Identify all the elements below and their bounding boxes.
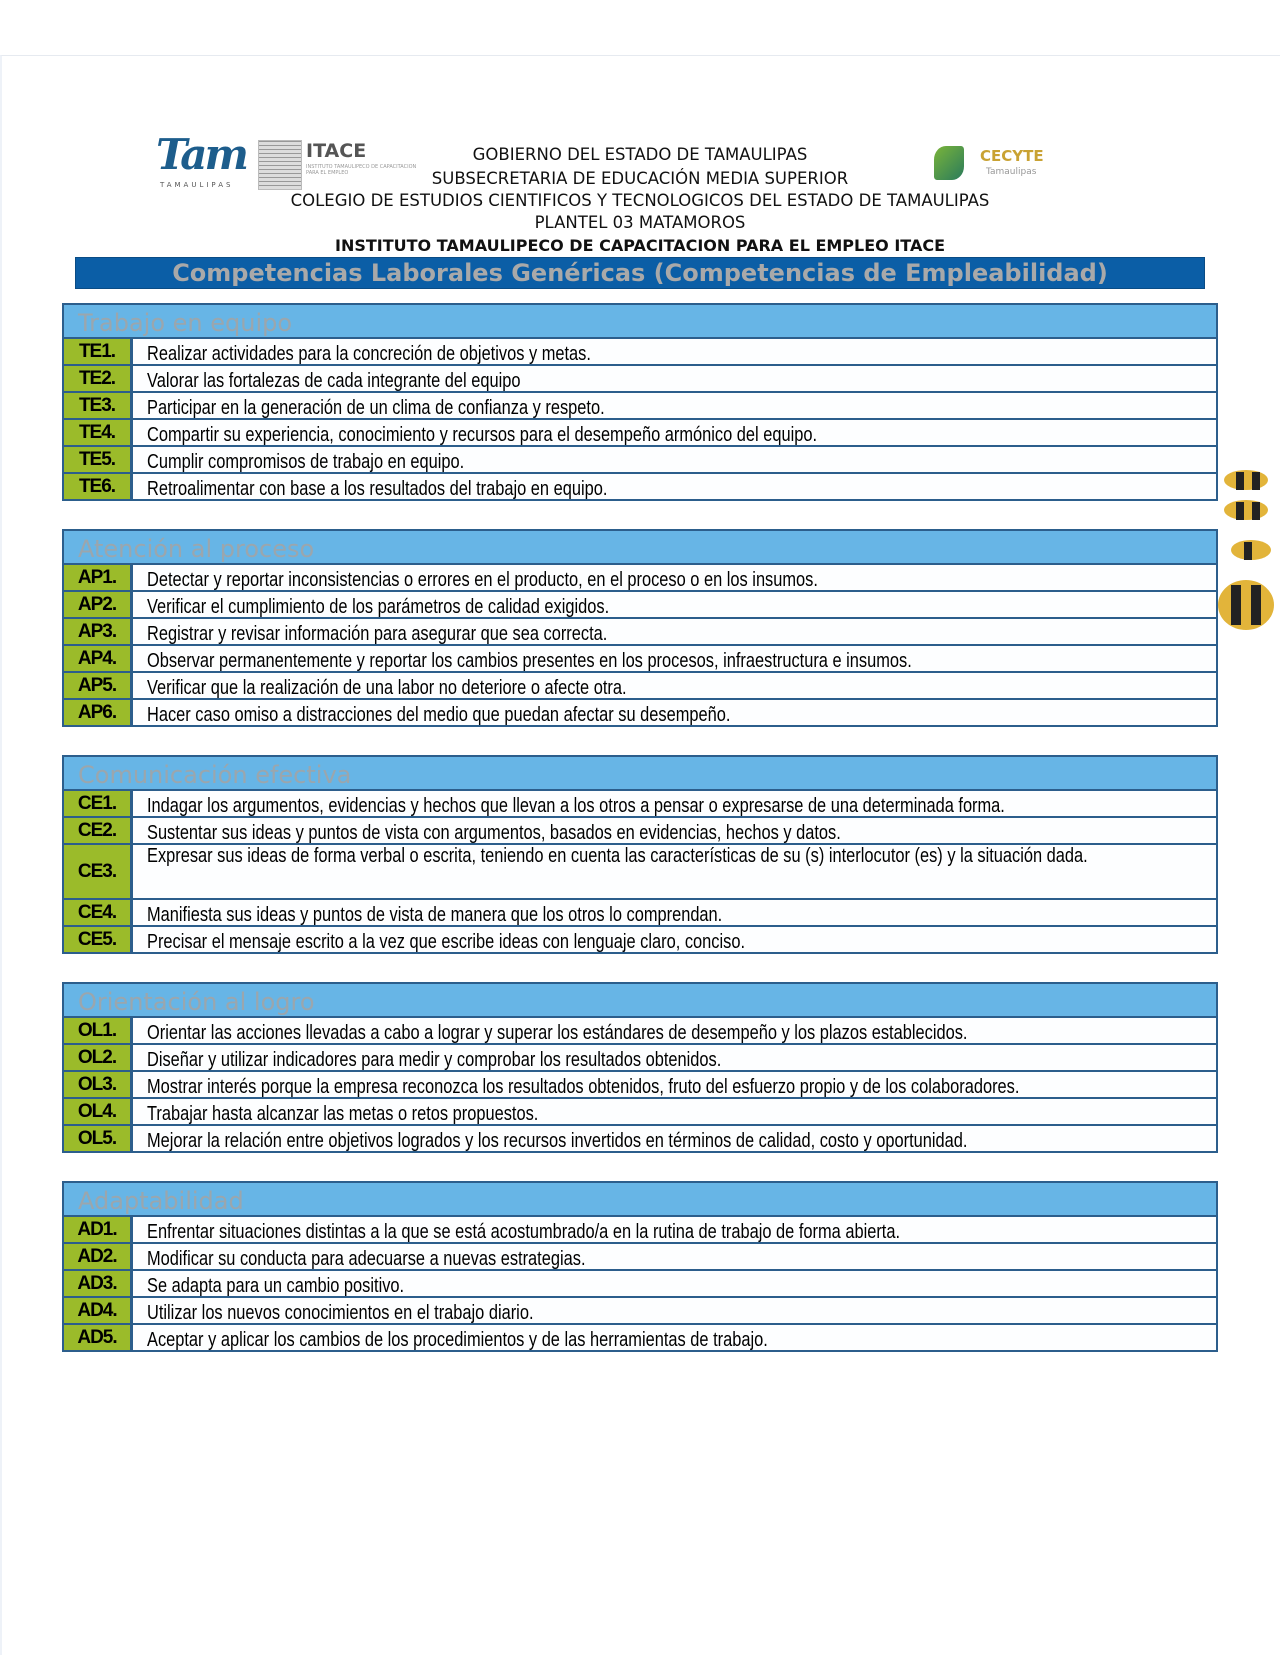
competency-code: AP6. (64, 700, 133, 725)
competency-description-cell (133, 818, 1216, 843)
table-row (64, 1244, 1216, 1271)
table-row (64, 791, 1216, 818)
section-title: Trabajo en equipo (64, 305, 1216, 339)
document-title: Competencias Laborales Genéricas (Competencias de Empleabilidad) (75, 257, 1205, 289)
competency-table (62, 982, 1218, 1153)
competency-description: Utilizar los nuevos conocimientos en el trabajo diario. (147, 1302, 534, 1323)
competency-description: Indagar los argumentos, evidencias y hechos que llevan a los otros a pensar o expresarse de una determinada forma. (147, 795, 1005, 816)
competency-description: Realizar actividades para la concreción de objetivos y metas. (147, 343, 591, 364)
table-row (64, 339, 1216, 366)
competency-description: Manifiesta sus ideas y puntos de vista de manera que los otros lo comprendan. (147, 904, 723, 925)
table-row (64, 1018, 1216, 1045)
competency-description-cell (133, 845, 1216, 898)
table-row (64, 393, 1216, 420)
itace-logo-sub: INSTITUTO TAMAULIPECO DE CAPACITACION PARA EL EMPLEO (306, 164, 417, 176)
table-row (64, 1217, 1216, 1244)
table-row (64, 900, 1216, 927)
header-line-5: INSTITUTO TAMAULIPECO DE CAPACITACION PARA EL EMPLEO ITACE (334, 236, 946, 255)
competency-description-cell (133, 1018, 1216, 1043)
competency-description-cell (133, 646, 1216, 671)
section-title: Adaptabilidad (64, 1183, 1216, 1217)
cecyte-logo-sub: Tamaulipas (986, 167, 1037, 177)
competency-table (62, 303, 1218, 501)
table-row (64, 1072, 1216, 1099)
competency-description-cell (133, 565, 1216, 590)
table-row (64, 673, 1216, 700)
section-title: Atención al proceso (64, 531, 1216, 565)
competency-description-cell (133, 1045, 1216, 1070)
table-row (64, 1271, 1216, 1298)
table-row (64, 646, 1216, 673)
competency-description: Sustentar sus ideas y puntos de vista con argumentos, basados en evidencias, hechos y datos. (147, 822, 841, 843)
competency-code: TE5. (64, 447, 133, 472)
tam-logo-sub: TAMAULIPAS (160, 181, 234, 189)
competency-description: Aceptar y aplicar los cambios de los procedimientos y de las herramientas de trabajo. (147, 1329, 768, 1350)
competency-code: TE3. (64, 393, 133, 418)
competency-code: AD2. (64, 1244, 133, 1269)
table-row (64, 927, 1216, 952)
competency-description-cell (133, 1099, 1216, 1124)
table-row (64, 565, 1216, 592)
competency-description-cell (133, 339, 1216, 364)
competency-description-cell (133, 420, 1216, 445)
competency-description: Verificar el cumplimiento de los parámetros de calidad exigidos. (147, 596, 610, 617)
header-line-3: COLEGIO DE ESTUDIOS CIENTIFICOS Y TECNOLOGICOS DEL ESTADO DE TAMAULIPAS (290, 191, 990, 210)
competency-code: OL5. (64, 1126, 133, 1151)
tam-logo-text: Tam (156, 130, 246, 179)
competency-description: Valorar las fortalezas de cada integrante del equipo (147, 370, 521, 391)
competency-code: CE3. (64, 845, 133, 898)
competency-description-cell (133, 366, 1216, 391)
competency-description: Cumplir compromisos de trabajo en equipo. (147, 451, 465, 472)
competency-description: Enfrentar situaciones distintas a la que se está acostumbrado/a en la rutina de trabajo de forma abierta. (147, 1221, 901, 1242)
table-row (64, 700, 1216, 725)
table-row (64, 845, 1216, 900)
section-title: Comunicación efectiva (64, 757, 1216, 791)
competency-code: AP1. (64, 565, 133, 590)
competency-code: OL1. (64, 1018, 133, 1043)
competency-description-cell (133, 447, 1216, 472)
competency-description-cell (133, 1271, 1216, 1296)
competency-code: OL3. (64, 1072, 133, 1097)
competency-code: TE2. (64, 366, 133, 391)
competency-description: Hacer caso omiso a distracciones del medio que puedan afectar su desempeño. (147, 704, 731, 725)
competency-code: CE1. (64, 791, 133, 816)
competency-description-cell (133, 592, 1216, 617)
competency-description-cell (133, 1072, 1216, 1097)
competency-code: AP3. (64, 619, 133, 644)
table-row (64, 1126, 1216, 1151)
competency-code: TE6. (64, 474, 133, 499)
competency-code: OL4. (64, 1099, 133, 1124)
competency-description: Diseñar y utilizar indicadores para medir y comprobar los resultados obtenidos. (147, 1049, 722, 1070)
competency-description: Mostrar interés porque la empresa reconozca los resultados obtenidos, fruto del esfuerzo propio y de los colaboradores. (147, 1076, 1020, 1097)
competency-code: OL2. (64, 1045, 133, 1070)
competency-description-cell (133, 1244, 1216, 1269)
table-row (64, 420, 1216, 447)
header-line-1: GOBIERNO DEL ESTADO DE TAMAULIPAS (472, 145, 808, 164)
competency-description: Observar permanentemente y reportar los cambios presentes en los procesos, infraestructura e insumos. (147, 650, 912, 671)
competency-description: Compartir su experiencia, conocimiento y recursos para el desempeño armónico del equipo. (147, 424, 818, 445)
table-row (64, 1325, 1216, 1350)
header-line-2: SUBSECRETARIA DE EDUCACIÓN MEDIA SUPERIOR (431, 169, 849, 188)
competency-description-cell (133, 1126, 1216, 1151)
competency-description-cell (133, 927, 1216, 952)
competency-table (62, 529, 1218, 727)
competency-description: Modificar su conducta para adecuarse a nuevas estrategias. (147, 1248, 586, 1269)
competency-description: Verificar que la realización de una labor no deteriore o afecte otra. (147, 677, 627, 698)
competency-description-cell (133, 1325, 1216, 1350)
competency-table (62, 755, 1218, 954)
competency-description-cell (133, 474, 1216, 499)
competency-code: CE2. (64, 818, 133, 843)
itace-bee-watermark-icon (1216, 430, 1278, 650)
competency-description: Retroalimentar con base a los resultados del trabajo en equipo. (147, 478, 608, 499)
competency-code: AP2. (64, 592, 133, 617)
table-row (64, 1045, 1216, 1072)
competency-description: Se adapta para un cambio positivo. (147, 1275, 405, 1296)
table-row (64, 818, 1216, 845)
competency-table (62, 1181, 1218, 1352)
competency-description-cell (133, 673, 1216, 698)
competency-code: AP5. (64, 673, 133, 698)
table-row (64, 366, 1216, 393)
competency-code: CE5. (64, 927, 133, 952)
competency-description: Orientar las acciones llevadas a cabo a lograr y superar los estándares de desempeño y los plazos establecidos. (147, 1022, 968, 1043)
competency-description: Detectar y reportar inconsistencias o errores en el producto, en el proceso o en los insumos. (147, 569, 818, 590)
header-line-4: PLANTEL 03 MATAMOROS (534, 213, 746, 232)
competency-description-cell (133, 1298, 1216, 1323)
competency-description: Precisar el mensaje escrito a la vez que escribe ideas con lenguaje claro, conciso. (147, 931, 746, 952)
table-row (64, 1099, 1216, 1126)
competency-code: AP4. (64, 646, 133, 671)
competency-code: AD5. (64, 1325, 133, 1350)
competency-code: TE4. (64, 420, 133, 445)
competency-description: Trabajar hasta alcanzar las metas o retos propuestos. (147, 1103, 539, 1124)
table-row (64, 592, 1216, 619)
table-row (64, 447, 1216, 474)
cecyte-logo-text: CECYTE (980, 147, 1044, 165)
competency-description: Mejorar la relación entre objetivos logrados y los recursos invertidos en términos de calidad, costo y oportunidad. (147, 1130, 968, 1151)
competency-code: TE1. (64, 339, 133, 364)
competency-description-cell (133, 791, 1216, 816)
competency-code: AD3. (64, 1271, 133, 1296)
competency-description: Expresar sus ideas de forma verbal o escrita, teniendo en cuenta las características de su (s) interlocutor (es) y la situación dada. (147, 845, 1088, 867)
competency-code: AD4. (64, 1298, 133, 1323)
competency-description-cell (133, 619, 1216, 644)
competency-description: Registrar y revisar información para asegurar que sea correcta. (147, 623, 608, 644)
table-row (64, 619, 1216, 646)
competency-description-cell (133, 393, 1216, 418)
table-row (64, 1298, 1216, 1325)
itace-logo-text: ITACE (306, 140, 367, 162)
competency-description-cell (133, 700, 1216, 725)
competency-description: Participar en la generación de un clima de confianza y respeto. (147, 397, 605, 418)
competency-code: CE4. (64, 900, 133, 925)
table-row (64, 474, 1216, 499)
section-title: Orientación al logro (64, 984, 1216, 1018)
competency-code: AD1. (64, 1217, 133, 1242)
competency-description-cell (133, 1217, 1216, 1242)
competency-description-cell (133, 900, 1216, 925)
